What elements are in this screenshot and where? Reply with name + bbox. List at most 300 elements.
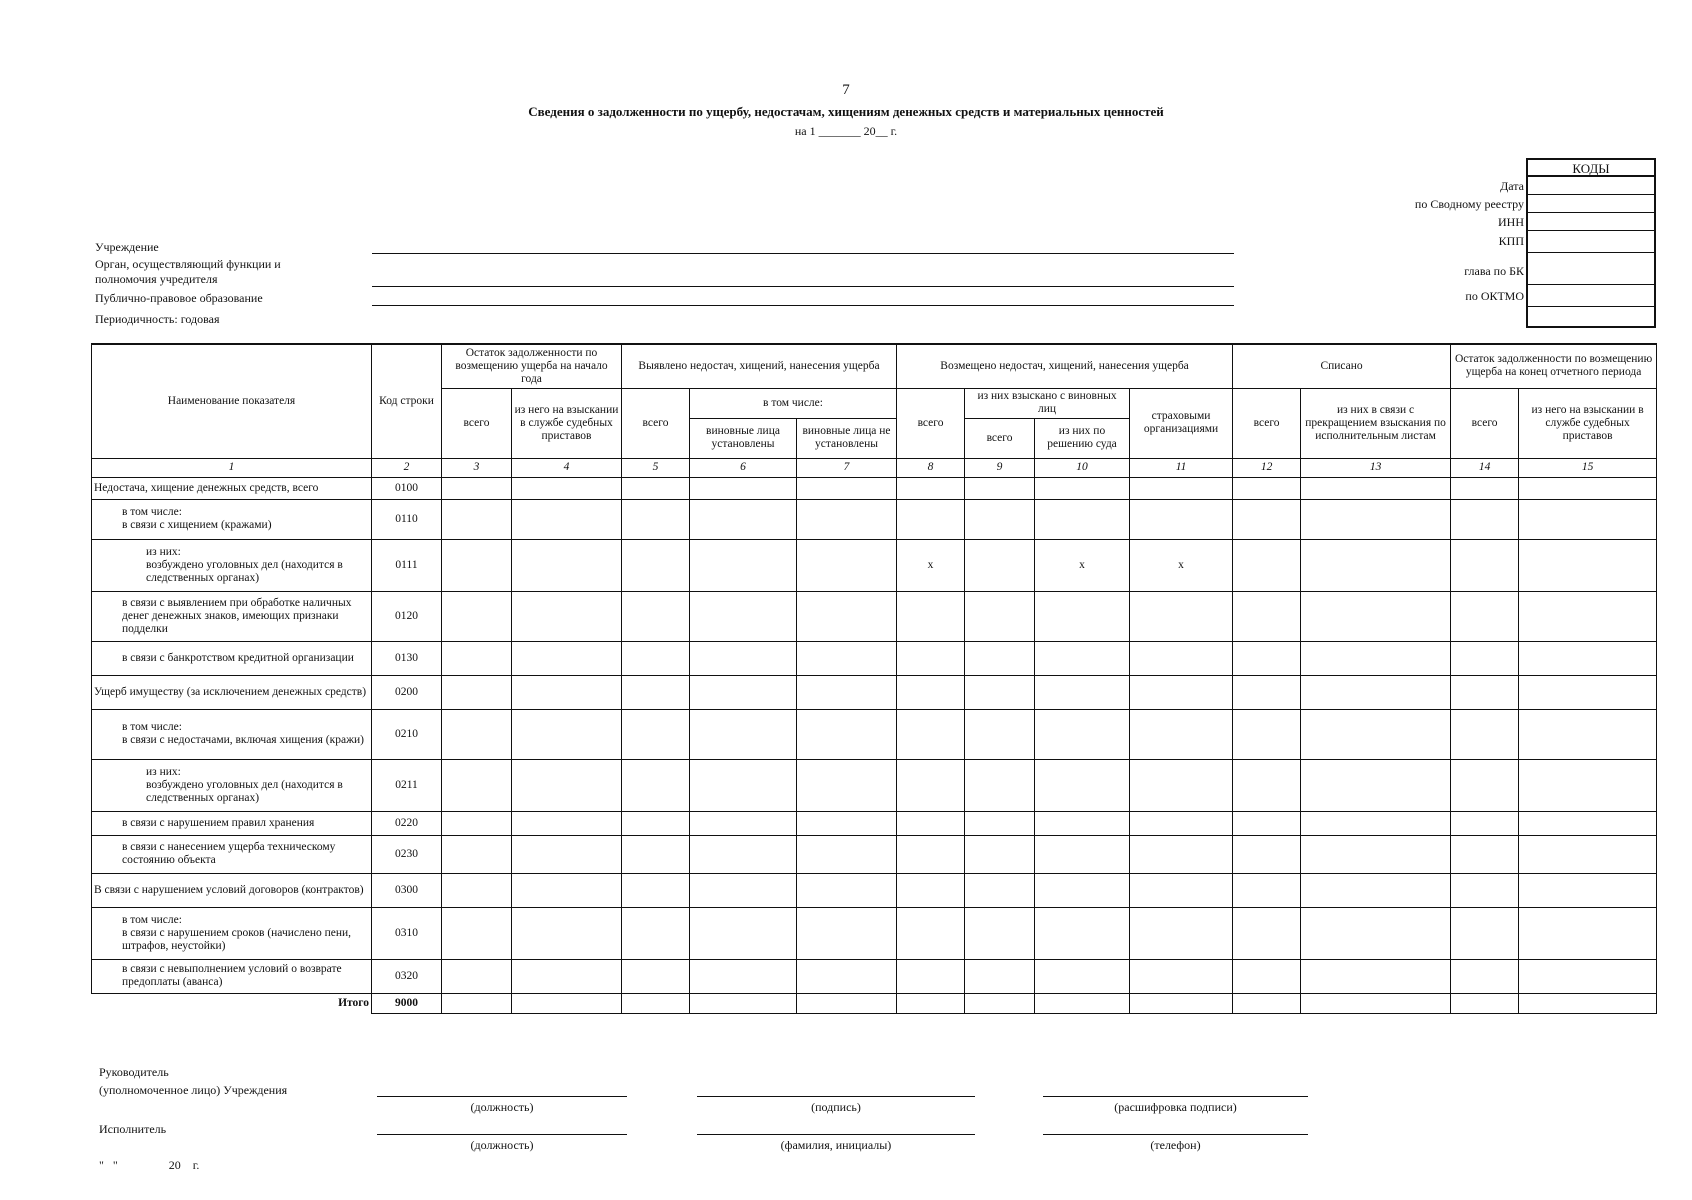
value-cell[interactable] [1233, 709, 1301, 759]
value-cell[interactable] [1035, 709, 1130, 759]
founder-field[interactable] [372, 286, 1234, 287]
value-cell[interactable] [897, 641, 965, 675]
value-cell[interactable] [512, 835, 622, 873]
value-cell[interactable] [1035, 675, 1130, 709]
value-cell[interactable] [1035, 477, 1130, 499]
value-cell[interactable] [512, 591, 622, 641]
value-cell[interactable] [1301, 709, 1451, 759]
value-cell[interactable] [1130, 759, 1233, 811]
value-cell[interactable] [1301, 641, 1451, 675]
value-cell[interactable] [965, 539, 1035, 591]
value-cell[interactable] [690, 591, 797, 641]
value-cell[interactable] [1233, 873, 1301, 907]
value-cell[interactable] [897, 709, 965, 759]
row-code: 0320 [372, 959, 442, 993]
executor-name-field[interactable] [697, 1134, 975, 1135]
row-name-prefix: в том числе: [122, 506, 182, 518]
value-cell[interactable] [1035, 811, 1130, 835]
header-recovered-from-culprits: из них взыскано с виновных лиц [965, 388, 1130, 418]
col-number: 10 [1035, 458, 1130, 477]
founder-label: Орган, осуществляющий функции и полномочия учредителя [95, 257, 281, 286]
header-including: в том числе: [690, 388, 897, 418]
value-cell[interactable] [512, 539, 622, 591]
col-number: 6 [690, 458, 797, 477]
value-cell[interactable] [1519, 907, 1657, 959]
col-number: 3 [442, 458, 512, 477]
code-label-kpp: КПП [1498, 234, 1524, 248]
value-cell[interactable] [1301, 539, 1451, 591]
total-cell[interactable] [1130, 993, 1233, 1013]
value-cell[interactable] [797, 811, 897, 835]
value-cell[interactable] [1301, 907, 1451, 959]
codes-separator [1528, 212, 1654, 213]
value-cell[interactable] [1451, 811, 1519, 835]
value-cell[interactable] [442, 641, 512, 675]
value-cell[interactable] [690, 709, 797, 759]
value-cell[interactable] [442, 959, 512, 993]
table-row [92, 959, 1657, 993]
row-code: 0100 [372, 477, 442, 499]
value-cell[interactable] [1519, 873, 1657, 907]
total-cell[interactable] [690, 993, 797, 1013]
header-termination: из них в связи с прекращением взыскания по исполнительным листам [1301, 388, 1451, 458]
header-written-off: Списано [1233, 344, 1451, 388]
total-cell[interactable] [965, 993, 1035, 1013]
public-entity-label: Публично-правовое образование [95, 291, 263, 305]
value-cell[interactable] [1451, 499, 1519, 539]
value-cell[interactable] [442, 709, 512, 759]
value-cell[interactable] [622, 499, 690, 539]
row-name-text: в связи с хищением (кражами) [122, 519, 272, 531]
row-code: 0230 [372, 835, 442, 873]
row-name-text: Недостача, хищение денежных средств, всего [94, 481, 319, 494]
value-cell[interactable] [690, 907, 797, 959]
table-row [92, 907, 1657, 959]
row-code: 0220 [372, 811, 442, 835]
header-insurers: страховыми организациями [1130, 388, 1233, 458]
value-cell[interactable] [1130, 641, 1233, 675]
value-cell[interactable] [965, 907, 1035, 959]
signature-caption: (подпись) [811, 1100, 861, 1114]
value-cell[interactable] [1130, 959, 1233, 993]
value-cell[interactable] [965, 959, 1035, 993]
value-cell[interactable] [1130, 811, 1233, 835]
value-cell[interactable] [1035, 959, 1130, 993]
code-label-oktmo: по ОКТМО [1465, 289, 1524, 303]
header-bailiffs-end: из него на взыскании в службе судебных приставов [1519, 388, 1657, 458]
row-name-text: в связи с банкротством кредитной организации [122, 651, 354, 664]
header-by-court: из них по решению суда [1035, 418, 1130, 458]
page-number: 7 [842, 82, 850, 98]
value-cell[interactable] [1519, 477, 1657, 499]
table-row [92, 591, 1657, 641]
value-cell[interactable] [797, 759, 897, 811]
value-cell[interactable] [797, 539, 897, 591]
value-cell[interactable] [797, 675, 897, 709]
value-cell[interactable] [1233, 499, 1301, 539]
value-cell[interactable] [442, 591, 512, 641]
code-label-inn: ИНН [1498, 215, 1524, 229]
row-name [92, 959, 372, 993]
total-cell[interactable] [1035, 993, 1130, 1013]
row-name [92, 873, 372, 907]
value-cell[interactable] [965, 873, 1035, 907]
header-detected: Выявлено недостач, хищений, нанесения ущерба [622, 344, 897, 388]
value-cell[interactable] [1519, 959, 1657, 993]
row-name [92, 591, 372, 641]
value-cell[interactable] [512, 499, 622, 539]
value-cell[interactable] [1519, 591, 1657, 641]
codes-header: КОДЫ [1526, 158, 1656, 176]
value-cell[interactable] [690, 759, 797, 811]
header-name: Наименование показателя [92, 344, 372, 458]
value-cell[interactable] [1035, 835, 1130, 873]
codes-separator [1528, 230, 1654, 231]
value-cell[interactable] [690, 477, 797, 499]
report-date: на 1 _______ 20__ г. [794, 124, 898, 138]
value-cell[interactable] [442, 873, 512, 907]
value-cell[interactable] [897, 959, 965, 993]
decoding-caption: (расшифровка подписи) [1114, 1100, 1237, 1114]
position-caption-2: (должность) [470, 1138, 534, 1152]
total-cell[interactable] [622, 993, 690, 1013]
table-row [92, 759, 1657, 811]
value-cell[interactable] [965, 835, 1035, 873]
value-cell[interactable] [965, 477, 1035, 499]
value-cell[interactable] [797, 873, 897, 907]
value-cell[interactable] [512, 811, 622, 835]
value-cell[interactable] [1301, 499, 1451, 539]
value-cell[interactable] [1519, 499, 1657, 539]
value-cell[interactable] [622, 709, 690, 759]
total-cell[interactable] [512, 993, 622, 1013]
value-cell[interactable] [622, 835, 690, 873]
value-cell[interactable] [690, 835, 797, 873]
row-name-text: возбуждено уголовных дел (находится в следственных органах) [146, 778, 343, 804]
value-cell[interactable] [1451, 539, 1519, 591]
value-cell[interactable] [622, 539, 690, 591]
header-bailiffs: из него на взыскании в службе судебных приставов [512, 388, 622, 458]
value-cell[interactable] [1233, 959, 1301, 993]
row-name [92, 835, 372, 873]
header-total: всего [442, 388, 512, 458]
public-entity-field[interactable] [372, 305, 1234, 306]
value-cell[interactable] [1519, 539, 1657, 591]
value-cell[interactable] [1451, 591, 1519, 641]
value-cell[interactable] [1451, 835, 1519, 873]
col-number: 15 [1519, 458, 1657, 477]
value-cell[interactable] [897, 675, 965, 709]
value-cell[interactable] [690, 959, 797, 993]
value-cell[interactable] [965, 499, 1035, 539]
value-cell[interactable] [1451, 759, 1519, 811]
value-cell[interactable] [1130, 499, 1233, 539]
value-cell[interactable] [622, 959, 690, 993]
row-name-prefix: из них: [146, 765, 181, 778]
header-culprits-known: виновные лица установлены [690, 418, 797, 458]
value-cell[interactable] [897, 499, 965, 539]
row-code: 0310 [372, 907, 442, 959]
executor-label: Исполнитель [99, 1122, 167, 1136]
row-name-text: в связи с нарушением сроков (начислено пени, штрафов, неустойки) [122, 926, 352, 952]
head-decoding-field[interactable] [1043, 1096, 1308, 1097]
value-cell[interactable] [690, 873, 797, 907]
phone-caption: (телефон) [1150, 1138, 1201, 1152]
value-cell[interactable] [622, 591, 690, 641]
total-cell[interactable] [1301, 993, 1451, 1013]
value-cell[interactable] [797, 835, 897, 873]
codes-separator [1528, 252, 1654, 253]
value-cell[interactable] [1451, 959, 1519, 993]
value-cell[interactable] [622, 907, 690, 959]
debt-table [91, 343, 1657, 1014]
value-cell[interactable] [622, 759, 690, 811]
value-cell[interactable] [797, 959, 897, 993]
value-cell[interactable] [442, 835, 512, 873]
value-cell[interactable] [797, 477, 897, 499]
value-cell[interactable] [1233, 675, 1301, 709]
col-number: 12 [1233, 458, 1301, 477]
row-name [92, 499, 372, 539]
periodicity-label: Периодичность: годовая [95, 312, 220, 326]
value-cell[interactable] [965, 759, 1035, 811]
value-cell[interactable] [1035, 499, 1130, 539]
row-name-text: в связи с недостачами, включая хищения (кражи) [122, 734, 365, 746]
value-cell[interactable] [1519, 759, 1657, 811]
table-row [92, 675, 1657, 709]
row-name [92, 907, 372, 959]
value-cell[interactable] [512, 641, 622, 675]
col-number: 1 [92, 458, 372, 477]
table-row [92, 477, 1657, 499]
table-row [92, 709, 1657, 759]
signature-date: " " 20 г. [99, 1158, 200, 1172]
value-cell[interactable] [1301, 591, 1451, 641]
row-name-text: Ущерб имуществу (за исключением денежных средств) [94, 685, 367, 698]
value-cell[interactable] [897, 477, 965, 499]
value-cell[interactable] [690, 499, 797, 539]
row-name-text: возбуждено уголовных дел (находится в следственных органах) [146, 558, 343, 584]
header-balance-start: Остаток задолженности по возмещению ущерба на начало года [442, 344, 622, 388]
total-code: 9000 [372, 993, 442, 1013]
value-cell[interactable] [690, 539, 797, 591]
value-cell[interactable] [897, 759, 965, 811]
row-name [92, 811, 372, 835]
value-cell[interactable] [1519, 811, 1657, 835]
fio-caption: (фамилия, инициалы) [780, 1138, 892, 1152]
value-cell[interactable] [1130, 873, 1233, 907]
total-cell[interactable] [442, 993, 512, 1013]
row-name [92, 641, 372, 675]
row-name [92, 709, 372, 759]
row-name-prefix: из них: [146, 545, 181, 558]
value-cell[interactable] [1519, 835, 1657, 873]
head-position-field[interactable] [377, 1096, 627, 1097]
row-name-text: в связи с невыполнением условий о возврате предоплаты (аванса) [122, 963, 342, 988]
codes-separator [1528, 284, 1654, 285]
executor-phone-field[interactable] [1043, 1134, 1308, 1135]
value-cell[interactable] [1130, 477, 1233, 499]
col-number: 13 [1301, 458, 1451, 477]
value-cell[interactable] [965, 591, 1035, 641]
value-cell[interactable] [965, 811, 1035, 835]
value-cell[interactable] [1451, 873, 1519, 907]
col-number: 2 [372, 458, 442, 477]
value-cell[interactable] [1301, 959, 1451, 993]
table-row [92, 873, 1657, 907]
value-cell[interactable] [690, 811, 797, 835]
value-cell[interactable] [512, 907, 622, 959]
value-cell[interactable] [1451, 907, 1519, 959]
value-cell[interactable] [1233, 477, 1301, 499]
total-cell[interactable] [1519, 993, 1657, 1013]
value-cell[interactable] [512, 873, 622, 907]
code-label-registry: по Сводному реестру [1414, 197, 1524, 211]
value-cell[interactable] [512, 477, 622, 499]
row-name [92, 477, 372, 499]
value-cell[interactable] [1035, 641, 1130, 675]
excluded-cell: x [1035, 539, 1130, 591]
value-cell[interactable] [442, 539, 512, 591]
value-cell[interactable] [690, 675, 797, 709]
total-cell[interactable] [1451, 993, 1519, 1013]
header-culprits-unknown: виновные лица не установлены [797, 418, 897, 458]
value-cell[interactable] [1301, 477, 1451, 499]
institution-field[interactable] [372, 253, 1234, 254]
value-cell[interactable] [512, 959, 622, 993]
col-number: 8 [897, 458, 965, 477]
value-cell[interactable] [797, 499, 897, 539]
row-code: 0120 [372, 591, 442, 641]
value-cell[interactable] [622, 675, 690, 709]
row-code: 0110 [372, 499, 442, 539]
value-cell[interactable] [797, 591, 897, 641]
value-cell[interactable] [897, 873, 965, 907]
value-cell[interactable] [442, 477, 512, 499]
value-cell[interactable] [690, 641, 797, 675]
institution-label: Учреждение [95, 240, 159, 254]
value-cell[interactable] [1519, 709, 1657, 759]
row-name [92, 759, 372, 811]
value-cell[interactable] [1451, 641, 1519, 675]
value-cell[interactable] [1301, 811, 1451, 835]
header-total: всего [965, 418, 1035, 458]
row-code: 0210 [372, 709, 442, 759]
value-cell[interactable] [1233, 539, 1301, 591]
excluded-cell: x [897, 539, 965, 591]
row-name [92, 539, 372, 591]
position-caption: (должность) [470, 1100, 534, 1114]
total-row [92, 993, 1657, 1013]
value-cell[interactable] [1130, 709, 1233, 759]
value-cell[interactable] [1233, 641, 1301, 675]
value-cell[interactable] [1233, 811, 1301, 835]
value-cell[interactable] [442, 675, 512, 709]
value-cell[interactable] [1130, 675, 1233, 709]
value-cell[interactable] [1130, 835, 1233, 873]
value-cell[interactable] [1035, 873, 1130, 907]
value-cell[interactable] [1035, 591, 1130, 641]
header-total: всего [1451, 388, 1519, 458]
codes-separator [1528, 306, 1654, 307]
table-row [92, 499, 1657, 539]
value-cell[interactable] [965, 675, 1035, 709]
value-cell[interactable] [797, 709, 897, 759]
value-cell[interactable] [1301, 873, 1451, 907]
value-cell[interactable] [1233, 907, 1301, 959]
value-cell[interactable] [965, 641, 1035, 675]
row-code: 0211 [372, 759, 442, 811]
col-number: 9 [965, 458, 1035, 477]
excluded-cell: x [1130, 539, 1233, 591]
value-cell[interactable] [442, 499, 512, 539]
value-cell[interactable] [1301, 835, 1451, 873]
row-name-text: в связи с нанесением ущерба техническому состоянию объекта [122, 841, 336, 866]
value-cell[interactable] [1451, 675, 1519, 709]
total-cell[interactable] [1233, 993, 1301, 1013]
total-label: Итого [92, 993, 372, 1013]
executor-position-field[interactable] [377, 1134, 627, 1135]
value-cell[interactable] [622, 811, 690, 835]
value-cell[interactable] [442, 759, 512, 811]
value-cell[interactable] [1451, 709, 1519, 759]
header-compensated: Возмещено недостач, хищений, нанесения ущерба [897, 344, 1233, 388]
header-balance-end: Остаток задолженности по возмещению ущерба на конец отчетного периода [1451, 344, 1657, 388]
row-name-prefix: в том числе: [122, 913, 182, 926]
value-cell[interactable] [622, 873, 690, 907]
header-total: всего [897, 388, 965, 458]
value-cell[interactable] [897, 907, 965, 959]
value-cell[interactable] [1519, 641, 1657, 675]
value-cell[interactable] [1130, 591, 1233, 641]
value-cell[interactable] [1035, 759, 1130, 811]
value-cell[interactable] [622, 641, 690, 675]
value-cell[interactable] [512, 675, 622, 709]
value-cell[interactable] [965, 709, 1035, 759]
row-code: 0111 [372, 539, 442, 591]
value-cell[interactable] [897, 811, 965, 835]
value-cell[interactable] [512, 709, 622, 759]
total-cell[interactable] [797, 993, 897, 1013]
value-cell[interactable] [512, 759, 622, 811]
row-name-text: в связи с нарушением правил хранения [122, 816, 315, 829]
value-cell[interactable] [1233, 759, 1301, 811]
value-cell[interactable] [797, 907, 897, 959]
value-cell[interactable] [797, 641, 897, 675]
codes-separator [1528, 194, 1654, 195]
total-cell[interactable] [897, 993, 965, 1013]
head-signature-field[interactable] [697, 1096, 975, 1097]
value-cell[interactable] [442, 811, 512, 835]
value-cell[interactable] [897, 591, 965, 641]
value-cell[interactable] [1130, 907, 1233, 959]
value-cell[interactable] [1451, 477, 1519, 499]
row-code: 0300 [372, 873, 442, 907]
value-cell[interactable] [622, 477, 690, 499]
col-number: 14 [1451, 458, 1519, 477]
value-cell[interactable] [1233, 835, 1301, 873]
code-label-date: Дата [1500, 179, 1524, 193]
value-cell[interactable] [1519, 675, 1657, 709]
col-number: 4 [512, 458, 622, 477]
value-cell[interactable] [1035, 907, 1130, 959]
value-cell[interactable] [1233, 591, 1301, 641]
value-cell[interactable] [1301, 759, 1451, 811]
value-cell[interactable] [897, 835, 965, 873]
value-cell[interactable] [1301, 675, 1451, 709]
value-cell[interactable] [442, 907, 512, 959]
table-row [92, 811, 1657, 835]
